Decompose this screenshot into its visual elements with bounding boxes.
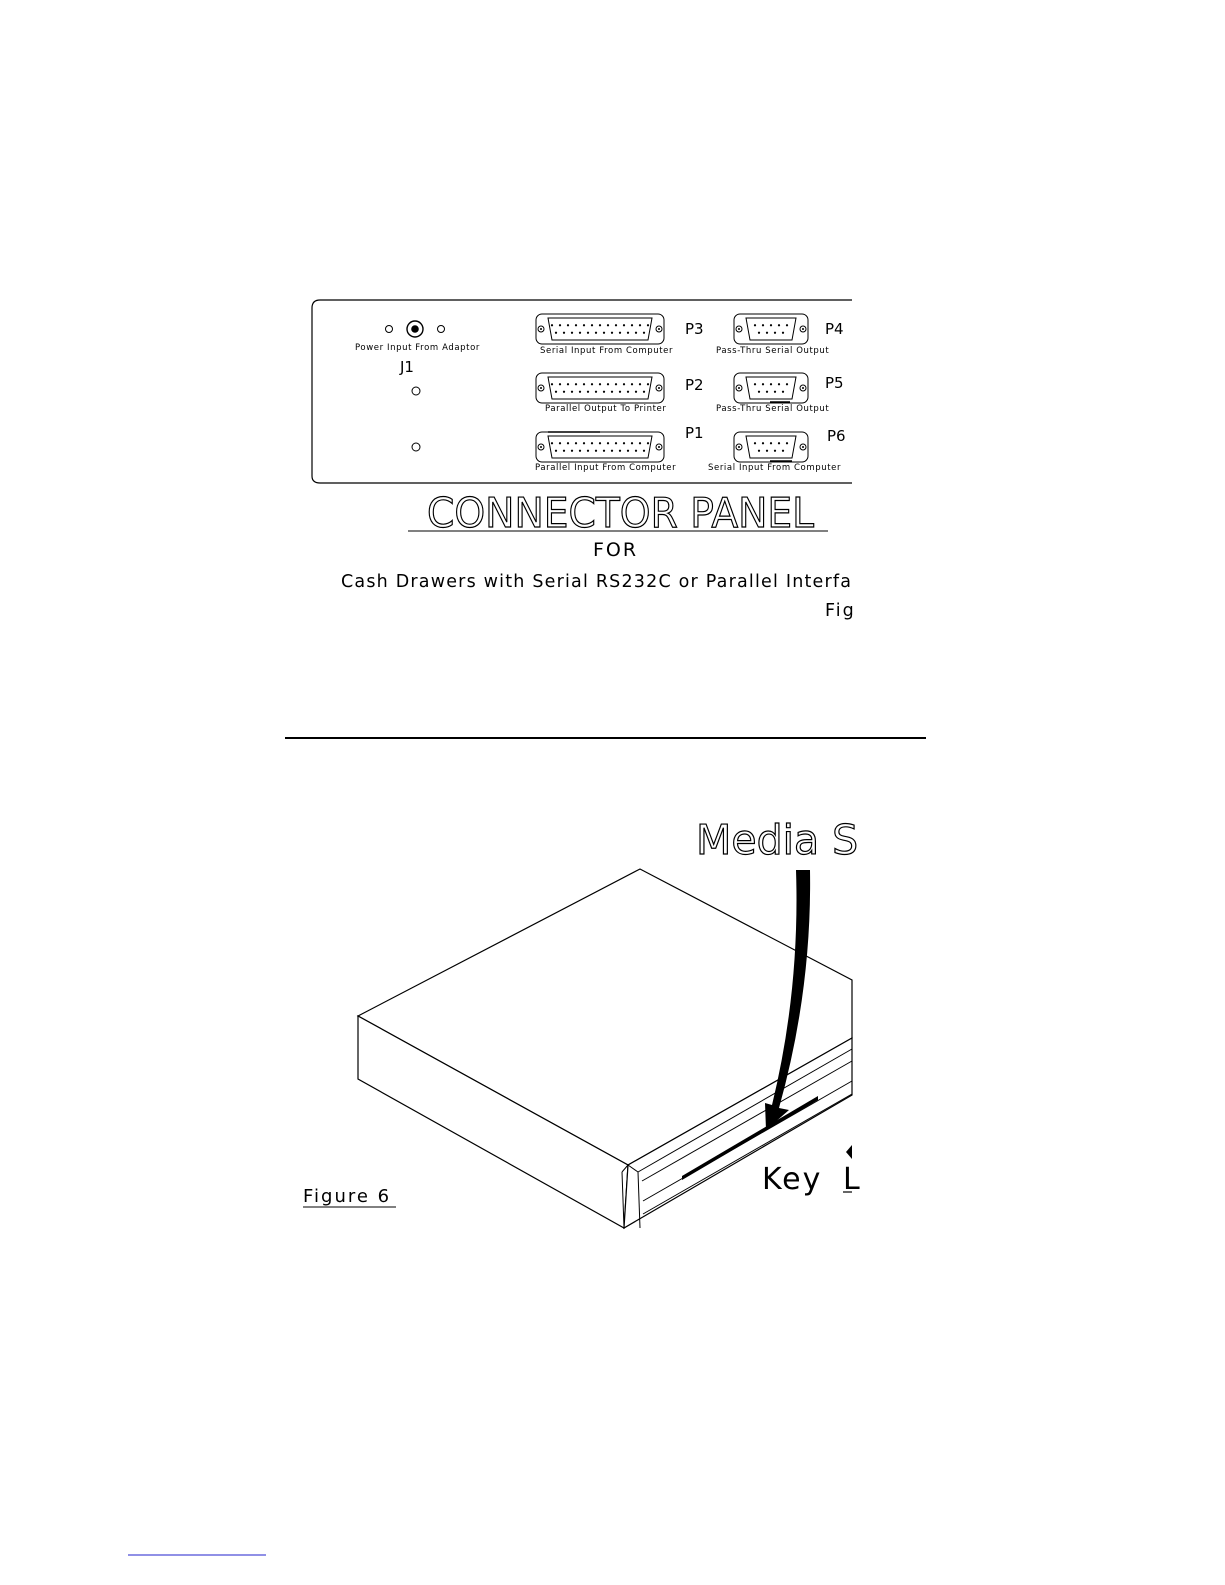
- figure-label: Figure 6: [303, 1186, 392, 1207]
- connector-label-p2: Parallel Output To Printer: [545, 404, 667, 414]
- key-pointer-icon: [846, 1145, 852, 1159]
- connector-label-p6: Serial Input From Computer: [708, 463, 842, 473]
- connector-id-p2: P2: [685, 376, 704, 394]
- connector-p3: [536, 314, 664, 344]
- media-slot-label: Media S: [696, 816, 859, 864]
- connector-p1: [536, 432, 664, 462]
- cash-drawer-figure: [303, 816, 862, 1228]
- caption-for: FOR: [593, 539, 639, 561]
- connector-id-p6: P6: [827, 427, 846, 445]
- connector-id-p1: P1: [685, 424, 704, 442]
- caption-title: CONNECTOR PANEL: [427, 489, 815, 537]
- panel-caption: [341, 489, 856, 621]
- power-jack-label: Power Input From Adaptor: [355, 343, 480, 353]
- connector-panel: [312, 300, 852, 483]
- caption-subtitle: Cash Drawers with Serial RS232C or Parallel Interfa: [341, 572, 853, 592]
- connector-p5: [734, 373, 808, 403]
- mount-hole: [412, 443, 420, 451]
- caption-fig: Fig: [825, 601, 856, 621]
- key-letter: L: [843, 1162, 862, 1197]
- key-label: Key: [762, 1162, 823, 1197]
- connector-p6: [734, 432, 808, 462]
- connector-label-p3: Serial Input From Computer: [540, 346, 674, 356]
- connector-id-p5: P5: [825, 374, 844, 392]
- connector-p4: [734, 314, 808, 344]
- connector-label-p5: Pass-Thru Serial Output: [716, 404, 830, 414]
- connector-id-p3: P3: [685, 320, 704, 338]
- mount-hole: [412, 387, 420, 395]
- power-jack: [355, 321, 480, 376]
- connector-id-p4: P4: [825, 320, 844, 338]
- connector-label-p1: Parallel Input From Computer: [535, 463, 677, 473]
- power-jack-id: J1: [400, 358, 414, 376]
- connector-p2: [536, 373, 664, 403]
- connector-label-p4: Pass-Thru Serial Output: [716, 346, 830, 356]
